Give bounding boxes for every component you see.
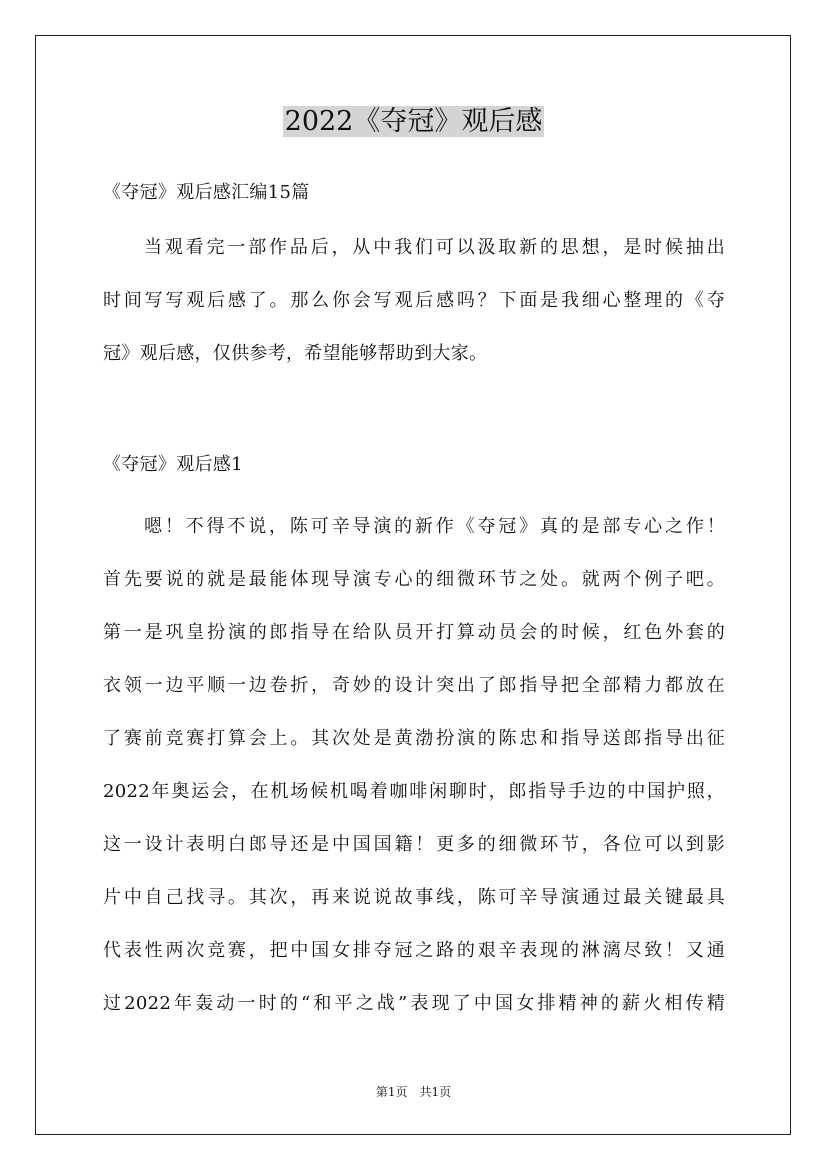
body-line: 这一设计表明白郎导还是中国国籍！更多的细微环节，各位可以到影 [103,834,725,855]
document-title-text: 2022《夺冠》观后感 [284,106,543,137]
body-line: 首先要说的就是最能体现导演专心的细微环节之处。就两个例子吧。 [103,569,725,590]
section-heading: 《夺冠》观后感1 [103,454,243,475]
body-line: 过2022年轰动一时的“和平之战”表现了中国女排精神的薪火相传精 [103,993,725,1014]
document-title [0,102,827,142]
body-line: 了赛前竞赛打算会上。其次处是黄渤扮演的陈忠和指导送郎指导出征 [103,728,725,749]
body-line: 衣领一边平顺一边卷折，奇妙的设计突出了郎指导把全部精力都放在 [103,675,725,696]
intro-line: 时间写写观后感了。那么你会写观后感吗？下面是我细心整理的《夺 [103,290,725,311]
intro-line: 当观看完一部作品后，从中我们可以汲取新的思想，是时候抽出 [144,237,725,258]
body-line: 第一是巩皇扮演的郎指导在给队员开打算动员会的时候，红色外套的 [103,622,725,643]
body-line: 2022年奥运会，在机场候机喝着咖啡闲聊时，郎指导手边的中国护照， [103,781,725,802]
body-line: 代表性两次竞赛，把中国女排夺冠之路的艰辛表现的淋漓尽致！又通 [103,940,725,961]
body-line: 嗯！不得不说，陈可辛导演的新作《夺冠》真的是部专心之作！ [144,516,725,537]
page-number-footer: 第1页 共1页 [375,1085,452,1099]
document-subtitle: 《夺冠》观后感汇编15篇 [103,182,310,203]
body-line: 片中自己找寻。其次，再来说说故事线，陈可辛导演通过最关键最具 [103,887,725,908]
intro-line: 冠》观后感，仅供参考，希望能够帮助到大家。 [103,343,488,364]
